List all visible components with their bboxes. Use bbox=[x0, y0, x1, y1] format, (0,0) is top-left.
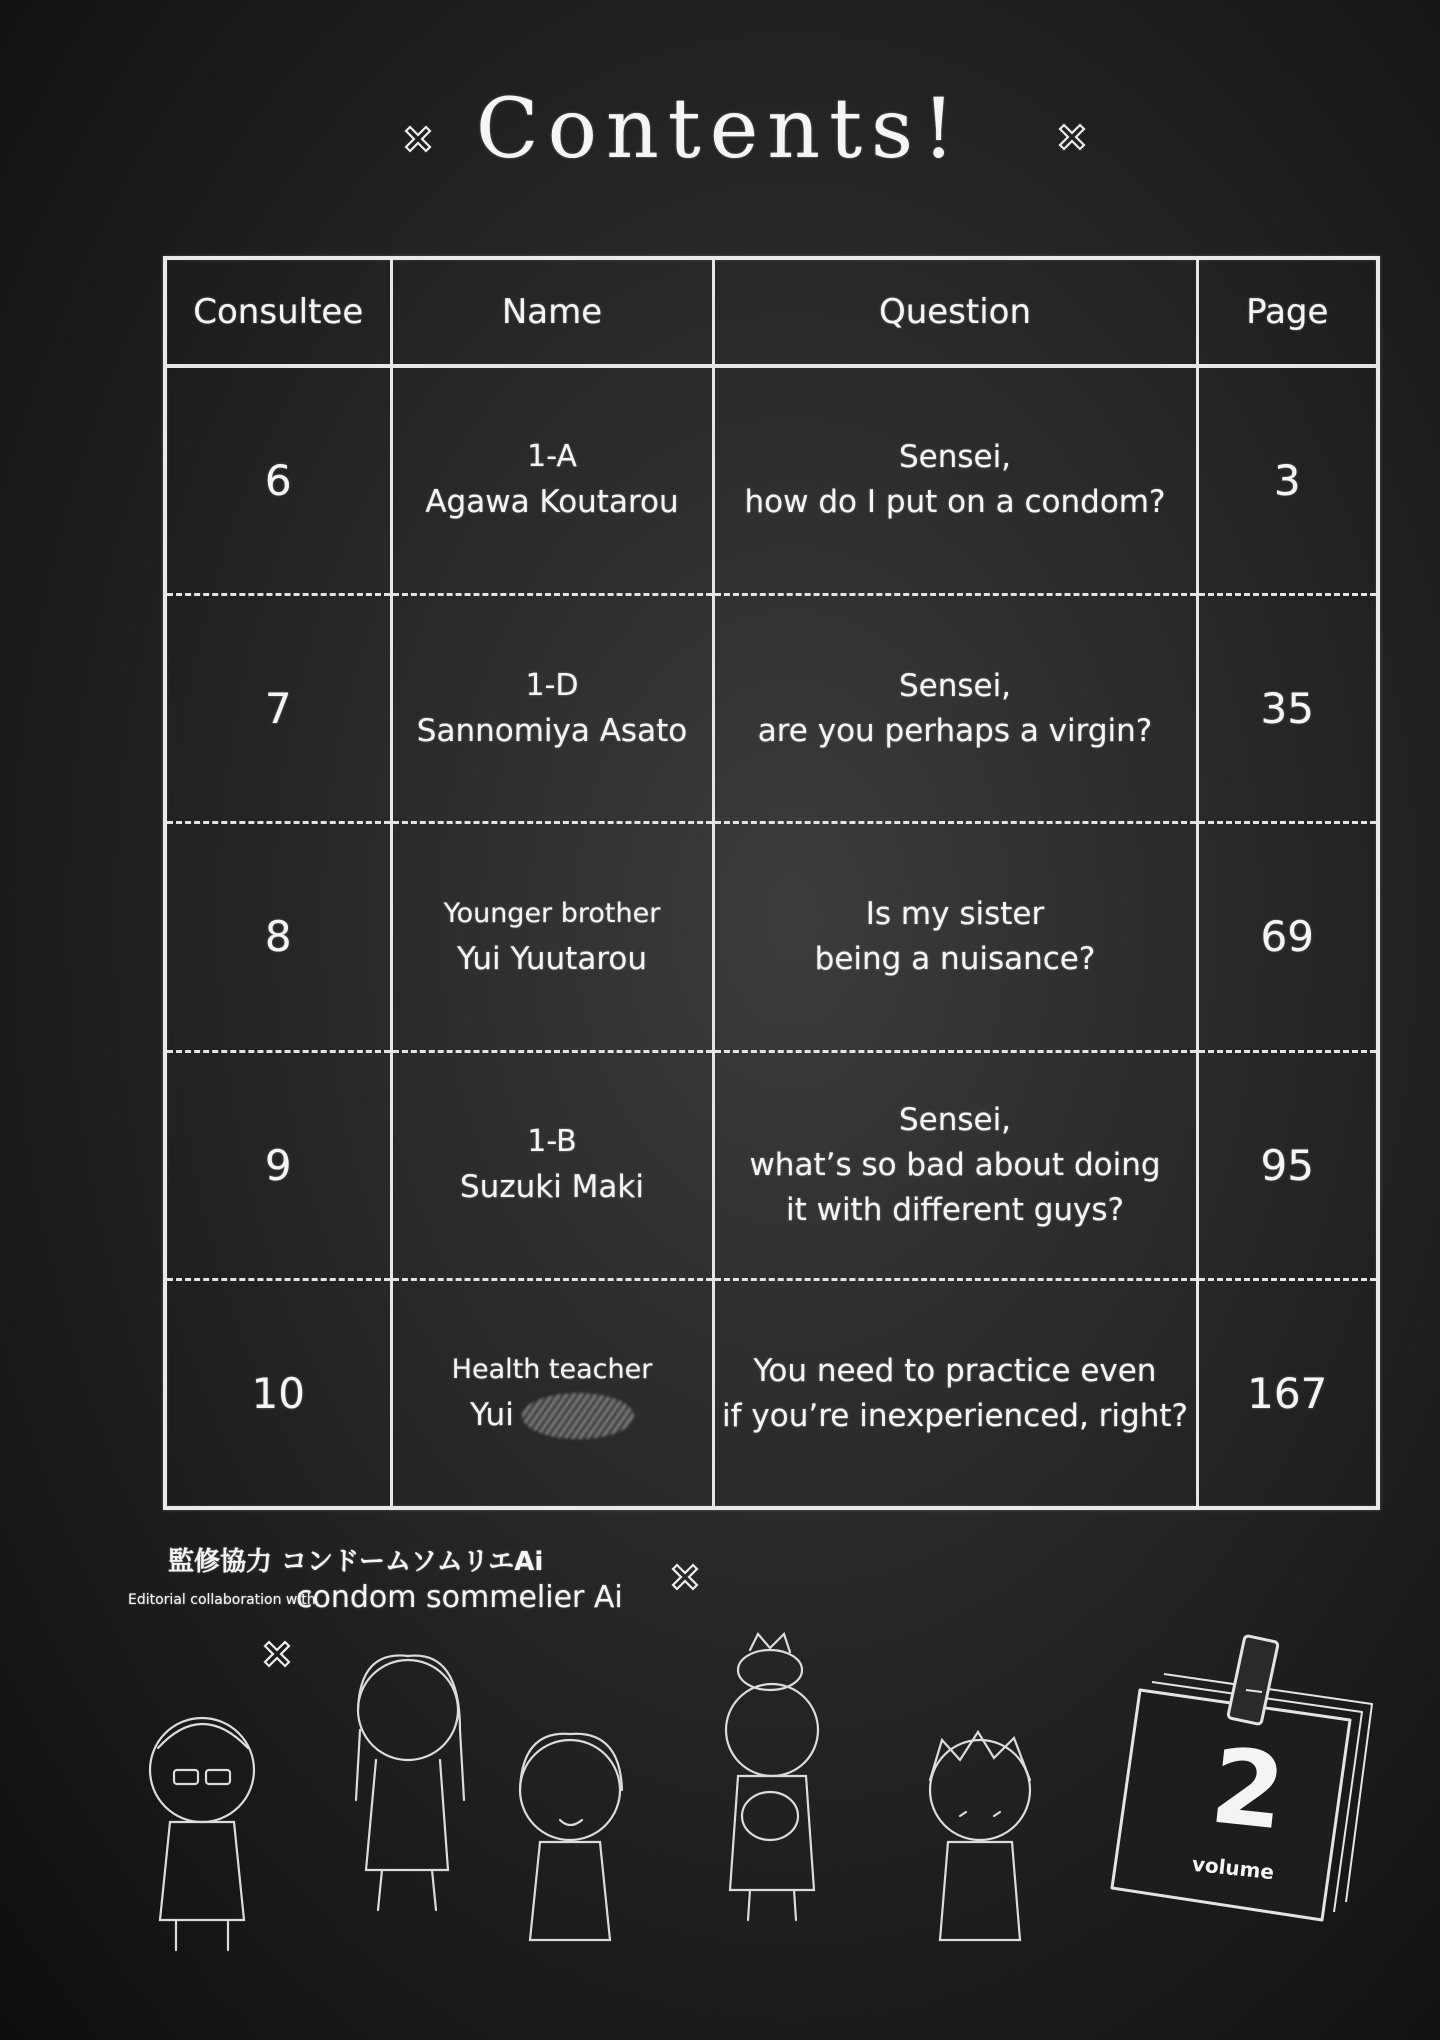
cross-mark-icon bbox=[668, 1560, 702, 1594]
name-role: Health teacher bbox=[451, 1353, 653, 1385]
page-number: 3 bbox=[1197, 366, 1378, 594]
consultee-number: 6 bbox=[165, 366, 391, 594]
name-class: 1-A bbox=[527, 439, 577, 475]
question-cell bbox=[713, 823, 1197, 1051]
contents-table bbox=[163, 256, 1380, 1510]
credit-japanese: 監修協力 コンドームソムリエAi bbox=[168, 1547, 544, 1577]
question-line: being a nuisance? bbox=[814, 940, 1096, 977]
question-line: are you perhaps a virgin? bbox=[757, 712, 1153, 749]
header-page: Page bbox=[1197, 258, 1378, 366]
page-number: 69 bbox=[1197, 823, 1378, 1051]
question-cell bbox=[713, 1280, 1197, 1508]
name-class: 1-B bbox=[527, 1124, 577, 1160]
page-number: 35 bbox=[1197, 594, 1378, 822]
consultee-number: 9 bbox=[165, 1051, 391, 1279]
question-cell bbox=[713, 594, 1197, 822]
character-with-cats bbox=[726, 1634, 818, 1920]
credit-english: condom sommelier Ai bbox=[296, 1580, 623, 1615]
character-long-hair bbox=[356, 1655, 464, 1910]
consultee-number: 8 bbox=[165, 823, 391, 1051]
credit-english-small: Editorial collaboration with bbox=[128, 1592, 316, 1608]
name-person: Suzuki Maki bbox=[460, 1169, 644, 1206]
header-consultee: Consultee bbox=[165, 258, 391, 366]
name-person: Sannomiya Asato bbox=[416, 712, 688, 749]
question-line: it with different guys? bbox=[785, 1191, 1125, 1228]
question-line: Sensei, bbox=[898, 439, 1012, 476]
table-row bbox=[165, 1280, 1378, 1508]
name-person: Agawa Koutarou bbox=[425, 484, 679, 521]
name-person-wrap bbox=[393, 1392, 712, 1440]
question-cell bbox=[713, 1051, 1197, 1279]
question-line: Sensei, bbox=[898, 667, 1012, 704]
question-cell bbox=[713, 366, 1197, 594]
name-cell bbox=[391, 366, 713, 594]
question-line: if you’re inexperienced, right? bbox=[722, 1397, 1188, 1434]
table-row bbox=[165, 1051, 1378, 1279]
question-line: what’s so bad about doing bbox=[749, 1146, 1161, 1183]
table-row bbox=[165, 366, 1378, 594]
name-class: 1-D bbox=[525, 667, 579, 703]
question-line: Is my sister bbox=[865, 895, 1045, 932]
page-number: 167 bbox=[1197, 1280, 1378, 1508]
name-cell bbox=[391, 1280, 713, 1508]
scribbled-out-name bbox=[522, 1393, 634, 1439]
name-cell bbox=[391, 1051, 713, 1279]
volume-number: 2 bbox=[1205, 1724, 1291, 1854]
name-person: Yui bbox=[470, 1396, 514, 1433]
header-name: Name bbox=[391, 258, 713, 366]
cross-mark-icon bbox=[1055, 120, 1089, 154]
table-row bbox=[165, 594, 1378, 822]
consultee-number: 10 bbox=[165, 1280, 391, 1508]
name-person: Yui Yuutarou bbox=[457, 940, 647, 977]
name-cell bbox=[391, 823, 713, 1051]
table-header-row bbox=[165, 258, 1378, 366]
name-cell bbox=[391, 594, 713, 822]
name-relation: Younger brother bbox=[443, 897, 661, 929]
page-number: 95 bbox=[1197, 1051, 1378, 1279]
character-glasses bbox=[150, 1718, 254, 1950]
question-line: how do I put on a condom? bbox=[744, 484, 1166, 521]
question-line: Sensei, bbox=[898, 1101, 1012, 1138]
table-row bbox=[165, 823, 1378, 1051]
character-bob-hair bbox=[520, 1734, 622, 1940]
character-blushing bbox=[930, 1732, 1030, 1940]
header-question: Question bbox=[713, 258, 1197, 366]
page-title: Contents! bbox=[475, 82, 965, 177]
cross-mark-icon bbox=[401, 122, 435, 156]
consultee-number: 7 bbox=[165, 594, 391, 822]
question-line: You need to practice even bbox=[753, 1352, 1157, 1389]
volume-label: volume bbox=[1190, 1851, 1276, 1885]
